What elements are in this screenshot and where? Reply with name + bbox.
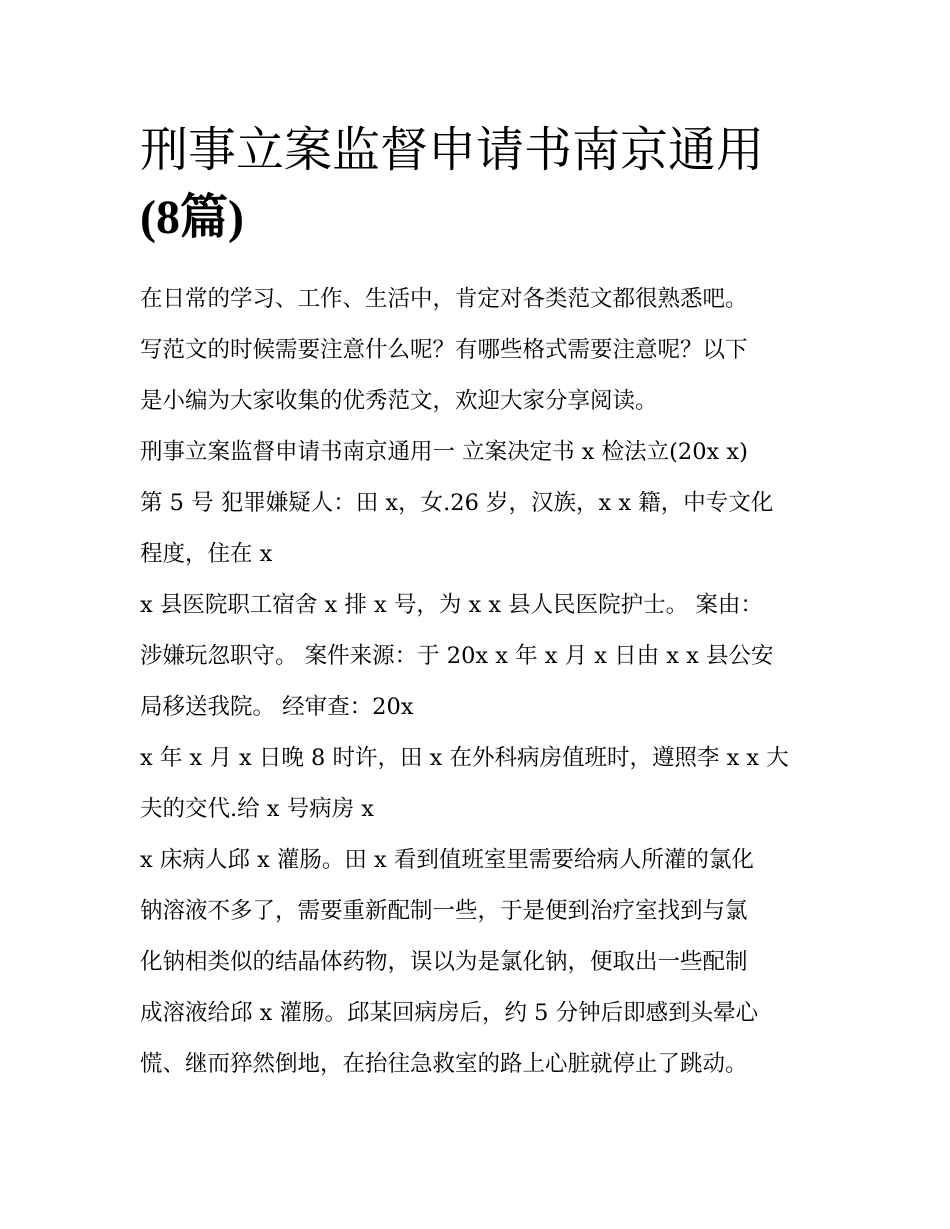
body-line: 化钠相类似的结晶体药物，误以为是氯化钠，便取出一些配制 xyxy=(140,949,748,975)
body-line: 成溶液给邱 x 灌肠。邱某回病房后，约 5 分钟后即感到头晕心 xyxy=(140,1000,759,1026)
body-line: 程度，住在 x xyxy=(140,541,273,567)
document-body xyxy=(140,274,820,1090)
body-line: 涉嫌玩忽职守。 案件来源：于 20x x 年 x 月 x 日由 x x 县公安 xyxy=(140,643,774,669)
body-line: 慌、继而猝然倒地，在抬往急救室的路上心脏就停止了跳动。 xyxy=(140,1051,748,1077)
body-line: 夫的交代.给 x 号病房 x xyxy=(140,796,374,822)
body-line: x 年 x 月 x 日晚 8 时许，田 x 在外科病房值班时，遵照李 x x 大 xyxy=(140,745,789,771)
title-line: (8篇) xyxy=(140,191,244,244)
body-line: x 县医院职工宿舍 x 排 x 号，为 x x 县人民医院护士。 案由： xyxy=(140,592,763,618)
body-line: 钠溶液不多了，需要重新配制一些，于是便到治疗室找到与氯 xyxy=(140,898,748,924)
body-line: 局移送我院。 经审查：20x xyxy=(140,694,414,720)
body-line: 第 5 号 犯罪嫌疑人：田 x，女.26 岁，汉族，x x 籍，中专文化 xyxy=(140,490,774,516)
body-line: 是小编为大家收集的优秀范文，欢迎大家分享阅读。 xyxy=(140,388,658,414)
body-line: 写范文的时候需要注意什么呢？有哪些格式需要注意呢？以下 xyxy=(140,337,748,363)
document-title xyxy=(140,116,820,252)
body-line: 刑事立案监督申请书南京通用一 立案决定书 x 检法立(20x x) xyxy=(140,439,748,465)
body-line: x 床病人邱 x 灌肠。田 x 看到值班室里需要给病人所灌的氯化 xyxy=(140,847,754,873)
title-line: 刑事立案监督申请书南京通用 xyxy=(140,122,765,178)
body-line: 在日常的学习、工作、生活中，肯定对各类范文都很熟悉吧。 xyxy=(140,286,748,312)
